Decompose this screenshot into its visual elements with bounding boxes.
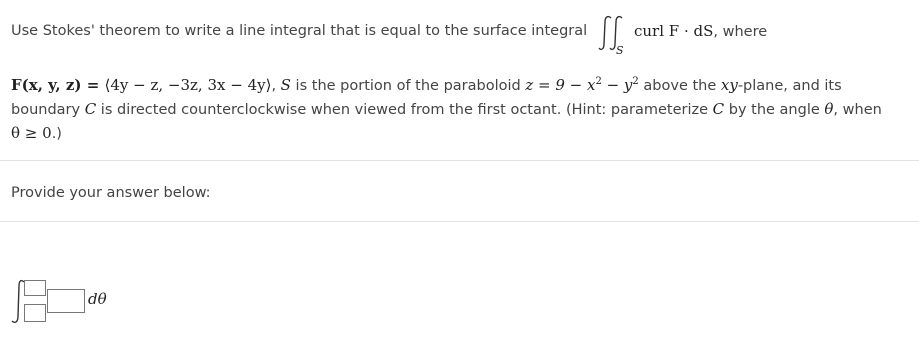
surface-desc: is the portion of the paraboloid (290, 78, 526, 94)
integrand-tail: , where (713, 24, 768, 40)
surface-var: S (280, 76, 291, 94)
question-line-3: boundary C is directed counterclockwise when viewed from the first octant. (Hint: parameterize C by the angle θ, when (11, 100, 882, 118)
double-integral-icon (597, 14, 633, 54)
divider-bottom (0, 221, 919, 222)
lower-limit-input[interactable] (24, 304, 46, 322)
integrand-input[interactable] (47, 289, 85, 313)
theta-condition: θ ≥ 0 (11, 124, 52, 142)
surface-subscript: S (616, 44, 624, 57)
integrand (634, 22, 767, 40)
boundary-var: C (84, 100, 97, 118)
vector-field-lhs: F(x, y, z) = (11, 76, 105, 94)
theta-var: θ (824, 100, 834, 118)
differential-label: dθ (88, 290, 107, 308)
paraboloid-b: − y (601, 76, 633, 94)
answer-prompt: Provide your answer below: (11, 185, 211, 201)
upper-limit-input[interactable] (24, 280, 46, 296)
answer-integral-template (10, 278, 100, 328)
question-line-4: θ ≥ 0.) (11, 124, 62, 142)
question-line-2: F(x, y, z) = ⟨4y − z, −3z, 3x − 4y⟩, S is the portion of the paraboloid $z = 9 - x^2 - y^2$ above the xy-plane, and its (11, 76, 842, 94)
divider-top (0, 160, 919, 161)
question-intro: Use Stokes' theorem to write a line integral that is equal to the surface integral (11, 23, 588, 39)
paraboloid-a: z = 9 − x (525, 76, 596, 94)
plane-var: xy (720, 76, 738, 94)
integrand-text: curl F · dS (634, 22, 714, 40)
vector-field-rhs: ⟨4y − z, −3z, 3x − 4y⟩ (104, 76, 272, 94)
